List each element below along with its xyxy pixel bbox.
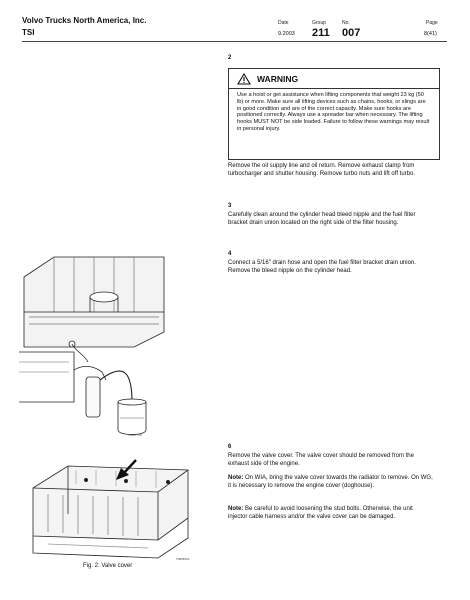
number-value: 007 <box>342 27 361 39</box>
step-2-text: Remove the oil supply line and oil return. Remove exhaust clamp from turbocharger and shutter housing. Remove turbo nuts and lift off turbo. <box>228 163 416 177</box>
page-label: Page <box>426 20 438 26</box>
step-6-note-2 <box>228 506 433 521</box>
number-label: No. <box>342 20 350 26</box>
date-label: Date <box>278 20 289 26</box>
warning-triangle-icon <box>237 73 251 85</box>
step-6-text: Remove the valve cover. The valve cover should be removed from the exhaust side of the engine. <box>228 453 414 467</box>
step-3-text: Carefully clean around the cylinder head bleed nipple and the fuel filter bracket drain union located on the right side of the filter housing. <box>228 212 416 226</box>
step-4-number: 4 <box>228 251 232 257</box>
note-2-label: Note: <box>228 506 244 512</box>
figure-2-code: T3068721 <box>176 557 190 561</box>
fuel-filter-drain-illustration <box>14 252 174 442</box>
note-2-text: Be careful to avoid loosening the stud bolts. Otherwise, the unit injector cable harness and/or the valve cover can be damaged. <box>228 506 413 520</box>
warning-text: Use a hoist or get assistance when lifting components that weight 23 kg (50 lb) or more. Make sure all lifting devices such as chains, hooks, or slings are in good condition and are of the correct capacity. Make sure hooks are positioned correctly. Always use a spreader bar when necessary. The lifting hooks MUST NOT be side loaded. Failure to follow these warnings may result in personal injury. <box>237 92 430 132</box>
warning-box <box>228 68 440 160</box>
step-2-number: 2 <box>228 55 232 61</box>
warning-header <box>229 69 439 89</box>
page-value: 8(41) <box>424 31 437 37</box>
step-3-number: 3 <box>228 203 232 209</box>
note-1-text: On WIA, bring the valve cover towards the radiator to remove. On WG, it is necessary to remove the engine cover (doghouse). <box>228 475 433 489</box>
group-label: Group <box>312 20 326 26</box>
step-6-note-1 <box>228 475 433 490</box>
note-1-label: Note: <box>228 475 244 481</box>
document-type: TSI <box>22 28 35 37</box>
valve-cover-illustration <box>28 448 198 563</box>
figure-1-code: T3067719 <box>128 433 142 437</box>
step-6-number: 6 <box>228 444 232 450</box>
warning-title: WARNING <box>257 73 299 84</box>
header-rule <box>22 41 447 42</box>
figure-2-caption: Fig. 2: Valve cover <box>83 563 133 569</box>
company-name: Volvo Trucks North America, Inc. <box>22 16 147 25</box>
group-value: 211 <box>312 27 330 39</box>
step-4-text: Connect a 5/16" drain hose and open the fuel filter bracket drain union. Remove the bleed nipple on the cylinder head. <box>228 260 416 274</box>
date-value: 9.2003 <box>278 31 295 37</box>
